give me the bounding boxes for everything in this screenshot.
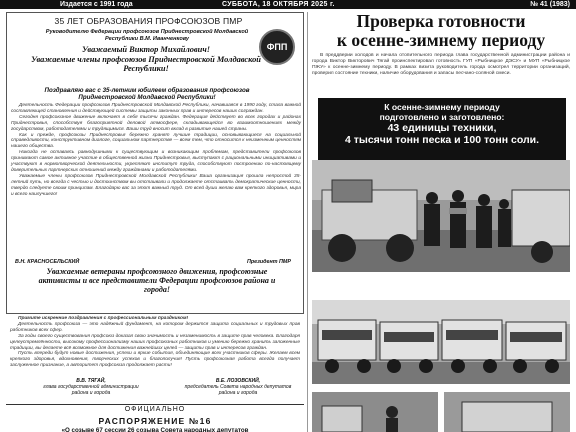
paragraph: Деятельность Федерации профсоюзов Приднестровской Молдавской Республики, начавшаяся в 1990 году, стала важной составляющей становления и действующей системы защиты законных прав и интересов наших сограждан. (11, 103, 301, 114)
article-lead (312, 53, 570, 77)
order-subtitle: «О созыве 67 сессии 26 созыва Совета народных депутатов (61, 427, 249, 432)
signatory-right-role: председатель Совета народных депутатов района и города (184, 384, 292, 396)
callout-line-1: К осенне-зимнему периоду (384, 102, 500, 112)
veterans-body (10, 316, 300, 369)
article-headline (312, 12, 570, 50)
paragraph: В преддверии холодов и начала отопительного периода глава государственной администрации района и города Виктор Викторович Тягай проинспектировал готовность ГУП «Рыбницкое ДЭСУ» и МУП «Рыбницкое ПЖУ» к осенне-зимнему периоду. В рамках визита руководитель города осмотрел территории организаций, проверил состояние техники, наличие оборудования и запасы песчано-соляной смеси. (312, 53, 570, 76)
veterans-heading: Уважаемые ветераны профсоюзного движения, профсоюзные активисты и все представители Федерации профсоюзов района и города! (38, 267, 276, 294)
greeting (31, 45, 261, 74)
congrat-line: Поздравляю вас с 35-летним юбилеем образования профсоюзов Приднестровской Молдавской Республики! (44, 87, 250, 101)
signatory-right-name: В.Е. ЛОЗОВСКИЙ, (215, 378, 261, 384)
union-logo-icon: ФПП (259, 29, 295, 65)
anniversary-box (6, 12, 304, 314)
signatory-left-role: глава государственной администрации района и города (43, 384, 139, 396)
signatory-right (178, 378, 298, 396)
addressee: Руководителю Федерации профсоюзов Приднестровской Молдавской Республики В.М. Иванченкову (45, 29, 249, 42)
inspection-photo-image (312, 160, 570, 272)
section-label: ОФИЦИАЛЬНО (6, 404, 304, 413)
anniversary-heading: 35 ЛЕТ ОБРАЗОВАНИЯ ПРОФСОЮЗОВ ПМР (54, 16, 243, 26)
paragraph: За годы своего существования профсоюз доказал свою значимость и незаменимость в защите прав человека. Благодаря целеустремлённости, высокому профессионализму наших профсоюзных работников и умению бережно хранить заложенные традиции, вы делаете всё возможное для достижения важнейших целей — защиты прав и интересов граждан. (10, 333, 300, 351)
signature-title: Президент ПМР (246, 259, 291, 265)
headline-line-1: Проверка готовности (356, 12, 526, 31)
callout-line-3: 43 единицы техники, (387, 122, 497, 134)
paragraph: Пусть впереди будут новые достижения, успехи и яркие события, объединяющие всех участников сферы. Желаем всем крепкого здоровья, вдохновения, творческих успехов и благополучия! Пусть профсоюзная работа всегда получает заслуженное признание, а авторитет профсоюза продолжает расти! (10, 351, 300, 369)
right-column (312, 12, 570, 432)
bottom-photos (312, 392, 570, 432)
paragraph: Уважаемые члены профсоюзов Приднестровской Молдавской Республики! Ваша организация прошла непростой 35-летний путь, но всегда с честью и достоинством вы отстаивали и продолжаете отстаивать демократические ценности, твердо следуете своим принципам. Благодарю вас за этот важный труд. От всей души желаю вам крепкого здоровья, мира и всего наилучшего! (11, 173, 301, 197)
signatory-left (36, 378, 146, 396)
headline-line-2: к осенне-зимнему периоду (336, 30, 546, 50)
issue-number: № 41 (1983) (530, 1, 570, 8)
paragraph: Деятельность профсоюза — это надёжный фундамент, на котором держится защита социальных и трудовых прав работников всех сфер. (10, 321, 300, 333)
callout-text (318, 102, 566, 146)
issue-date: СУББОТА, 18 ОКТЯБРЯ 2025 г. (222, 1, 335, 8)
paragraph: Никогда не оставаясь равнодушными к существующим и возникающим проблемам, представители профсоюзов принимают самое активное участие в общественной жизни Приднестровья, выступают с рациональными инициативами и участвуют в нормотворческой деятельности, укрепляют институт труда, способствуют построению по-настоящему доверительных партнерских отношений между гражданами и работодателями. (11, 150, 301, 173)
trucks-photo (312, 300, 570, 384)
bottom-photos-image (312, 392, 570, 432)
greeting-line-1: Уважаемый Виктор Михайлович! (82, 45, 210, 54)
greeting-line-2: Уважаемые члены профсоюзов Приднестровской Молдавской Республики! (31, 54, 261, 73)
signatory-left-name: В.В. ТЯГАЙ, (76, 378, 106, 384)
order-title: РАСПОРЯЖЕНИЕ №16 (98, 416, 212, 426)
anniversary-body (11, 103, 301, 198)
signature-name: В.Н. КРАСНОСЕЛЬСКИЙ (15, 259, 80, 265)
callout-line-2: подготовлено и заготовлено: (379, 112, 505, 122)
masthead-left: Издается с 1991 года (60, 1, 133, 8)
column-divider (307, 12, 308, 432)
left-column (6, 12, 304, 432)
paragraph: Примите искренние поздравления с профессиональным праздником! (18, 316, 189, 321)
trucks-photo-image (312, 300, 570, 384)
masthead-bar (0, 0, 576, 9)
inspection-photo (312, 160, 570, 272)
paragraph: Сегодня профсоюзное движение включает в себя тысячи граждан. Федерация действует во всех городах и районах Приднестровья, способствуя благоприятной деловой атмосфере, складывающейся во взаимоотношениях между государством, работодателями и трудящимися. Ваши труд вносит вклад в развитие нашей страны. (11, 114, 301, 132)
callout-line-4: 4 тысячи тонн песка и 100 тонн соли. (344, 134, 540, 146)
paragraph: Как и прежде, профсоюзы Приднестровья бережно хранят лучшие традиции, основывающиеся на социальной справедливости, конструктивном диалоге, социальном партнерстве — всем тем, что относится к неизменным ценностям нашего общества. (11, 132, 301, 150)
